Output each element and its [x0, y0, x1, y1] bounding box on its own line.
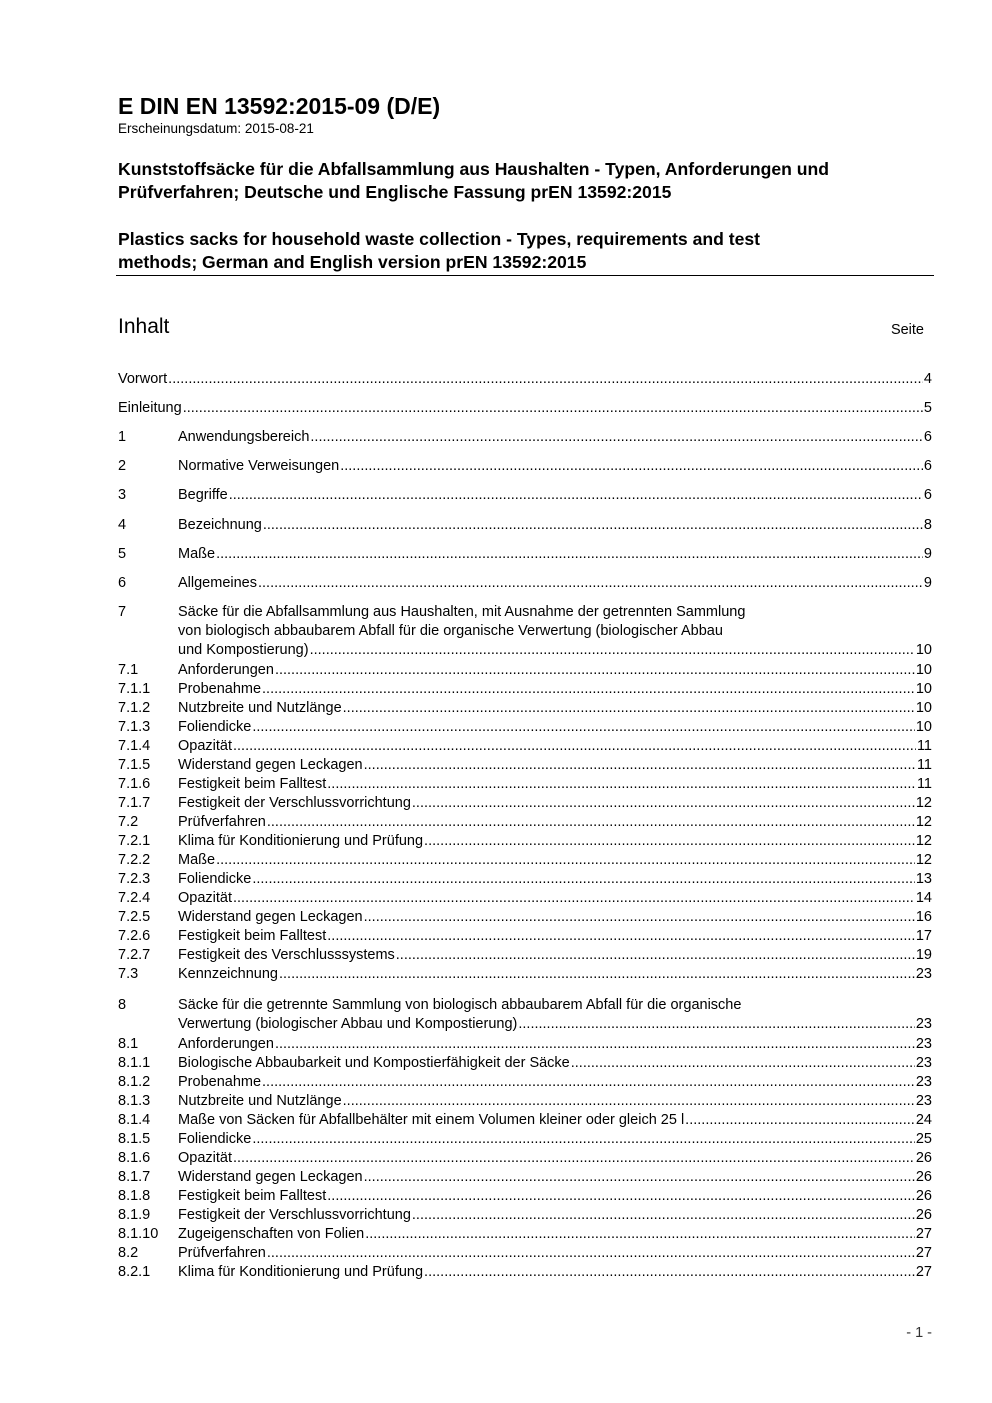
toc-entry-page: 26 [915, 1169, 932, 1185]
toc-entry[interactable] [118, 1111, 932, 1130]
toc-entry-title: Begriffe [178, 487, 228, 503]
toc-entry-number: 7.2.3 [118, 871, 151, 887]
toc-entry-number: 7.2 [118, 814, 139, 830]
toc-leader-dots [183, 399, 923, 418]
toc-entry-number: 8.1.5 [118, 1131, 151, 1147]
toc-entry-page: 10 [915, 681, 932, 697]
toc-entry-continuation [118, 641, 932, 660]
toc-entry-title: Festigkeit der Verschlussvorrichtung [178, 1207, 411, 1223]
toc-entry-page: 24 [915, 1112, 932, 1128]
toc-leader-dots [310, 428, 923, 447]
toc-entry[interactable] [118, 1130, 932, 1149]
toc-leader-dots [168, 370, 923, 389]
german-title-line: Kunststoffsäcke für die Abfallsammlung aus Haushalten - Typen, Anforderungen und [118, 159, 829, 179]
toc-entry-number: 8.2 [118, 1245, 139, 1261]
toc-entry[interactable] [118, 1244, 932, 1263]
toc-entry-title: Widerstand gegen Leckagen [178, 757, 363, 773]
toc-entry-title: Festigkeit beim Falltest [178, 928, 327, 944]
toc-leader-dots [571, 1054, 915, 1073]
toc-entry-page: 12 [915, 814, 932, 830]
toc-entry-page: 8 [923, 517, 932, 533]
toc-entry[interactable] [118, 718, 932, 737]
toc-entry-title: Anwendungsbereich [178, 429, 310, 445]
toc-entry[interactable] [118, 545, 932, 564]
toc-entry-title: Widerstand gegen Leckagen [178, 1169, 363, 1185]
toc-entry-title: Maße von Säcken für Abfallbehälter mit einem Volumen kleiner oder gleich 25 l [178, 1112, 685, 1128]
toc-entry-title: Widerstand gegen Leckagen [178, 909, 363, 925]
toc-entry[interactable] [118, 775, 932, 794]
toc-entry[interactable] [118, 794, 932, 813]
toc-entry-page: 12 [915, 833, 932, 849]
toc-entry-title-continued: Verwertung (biologischer Abbau und Kompostierung) [178, 1016, 518, 1032]
toc-entry-number: 7.1.1 [118, 681, 151, 697]
toc-leader-dots [685, 1111, 915, 1130]
toc-entry[interactable] [118, 870, 932, 889]
toc-entry[interactable] [118, 908, 932, 927]
toc-entry[interactable] [118, 1206, 932, 1225]
toc-entry-title: Nutzbreite und Nutzlänge [178, 700, 342, 716]
toc-leader-dots [216, 851, 915, 870]
toc-entry-number: 7.1.4 [118, 738, 151, 754]
toc-entry[interactable] [118, 661, 932, 680]
toc-entry-continuation [118, 622, 932, 641]
toc-leader-dots [252, 718, 915, 737]
toc-entry-title: Opazität [178, 890, 232, 906]
toc-entry-page: 9 [923, 575, 932, 591]
toc-entry-title: Bezeichnung [178, 517, 262, 533]
toc-heading: Inhalt [118, 315, 170, 338]
toc-entry-page: 11 [916, 757, 932, 773]
toc-entry-title: Allgemeines [178, 575, 257, 591]
toc-entry[interactable] [118, 399, 932, 418]
toc-entry-page: 26 [915, 1207, 932, 1223]
toc-entry-number: 6 [118, 575, 127, 591]
toc-leader-dots [267, 813, 915, 832]
toc-entry-title: Festigkeit der Verschlussvorrichtung [178, 795, 411, 811]
english-title [118, 228, 948, 274]
toc-entry-number: 7.2.7 [118, 947, 151, 963]
toc-entry[interactable] [118, 574, 932, 593]
toc-entry-number: 8.1.2 [118, 1074, 151, 1090]
toc-entry-title: Vorwort [118, 371, 168, 387]
toc-entry[interactable] [118, 699, 932, 718]
toc-entry[interactable] [118, 457, 932, 476]
toc-entry-page: 13 [915, 871, 932, 887]
toc-entry[interactable] [118, 1073, 932, 1092]
toc-entry-page: 12 [915, 795, 932, 811]
toc-entry-title: Maße [178, 546, 216, 562]
toc-entry[interactable] [118, 1187, 932, 1206]
german-title-line: Prüfverfahren; Deutsche und Englische Fassung prEN 13592:2015 [118, 182, 672, 202]
toc-entry-page: 10 [915, 662, 932, 678]
toc-leader-dots [396, 946, 915, 965]
toc-entry-page: 9 [923, 546, 932, 562]
toc-entry[interactable] [118, 680, 932, 699]
toc-entry[interactable] [118, 996, 932, 1015]
toc-entry-page: 11 [916, 776, 932, 792]
toc-leader-dots [229, 486, 923, 505]
toc-entry-page: 6 [923, 429, 932, 445]
german-title [118, 158, 948, 204]
toc-entry-number: 8.1.9 [118, 1207, 151, 1223]
toc-entry-page: 27 [915, 1245, 932, 1261]
toc-leader-dots [233, 889, 915, 908]
toc-leader-dots [412, 1206, 915, 1225]
toc-leader-dots [343, 699, 915, 718]
toc-entry[interactable] [118, 1054, 932, 1073]
toc-entry-number: 7.2.4 [118, 890, 151, 906]
toc-entry-page: 12 [915, 852, 932, 868]
publication-date: Erscheinungsdatum: 2015-08-21 [118, 121, 314, 136]
toc-entry-number: 8 [118, 997, 127, 1013]
toc-entry-title: Einleitung [118, 400, 182, 416]
toc-leader-dots [343, 1092, 915, 1111]
toc-entry[interactable] [118, 737, 932, 756]
document-title: E DIN EN 13592:2015-09 (D/E) [118, 93, 441, 119]
toc-entry-title: Foliendicke [178, 1131, 252, 1147]
toc-entry-page: 23 [915, 966, 932, 982]
toc-entry-page: 23 [915, 1074, 932, 1090]
toc-leader-dots [262, 680, 915, 699]
toc-entry-number: 7 [118, 604, 127, 620]
toc-entry-title: Normative Verweisungen [178, 458, 340, 474]
toc-entry-number: 7.1.5 [118, 757, 151, 773]
toc-entry-number: 7.2.5 [118, 909, 151, 925]
toc-leader-dots [340, 457, 923, 476]
toc-entry-number: 8.2.1 [118, 1264, 151, 1280]
toc-entry-number: 4 [118, 517, 127, 533]
toc-entry-page: 19 [915, 947, 932, 963]
toc-entry-title: Säcke für die getrennte Sammlung von biologisch abbaubarem Abfall für die organische [178, 997, 742, 1013]
toc-entry[interactable] [118, 1225, 932, 1244]
toc-leader-dots [279, 965, 915, 984]
title-divider [116, 275, 934, 276]
toc-entry-number: 7.1.6 [118, 776, 151, 792]
toc-entry[interactable] [118, 1035, 932, 1054]
toc-entry-number: 7.2.2 [118, 852, 151, 868]
toc-entry-page: 14 [915, 890, 932, 906]
toc-entry[interactable] [118, 1149, 932, 1168]
toc-leader-dots [365, 1225, 915, 1244]
toc-entry-page: 23 [915, 1016, 932, 1032]
toc-leader-dots [252, 1130, 915, 1149]
toc-entry-number: 7.2.6 [118, 928, 151, 944]
toc-leader-dots [263, 516, 923, 535]
toc-leader-dots [364, 1168, 915, 1187]
toc-entry[interactable] [118, 927, 932, 946]
toc-entry-page: 16 [915, 909, 932, 925]
toc-entry-title-continued: und Kompostierung) [178, 642, 309, 658]
toc-entry-title: Foliendicke [178, 871, 252, 887]
toc-entry-title: Zugeigenschaften von Folien [178, 1226, 365, 1242]
toc-entry-number: 7.1.3 [118, 719, 151, 735]
toc-entry-page: 25 [915, 1131, 932, 1147]
toc-entry[interactable] [118, 486, 932, 505]
toc-entry[interactable] [118, 832, 932, 851]
toc-entry-title-continued: von biologisch abbaubarem Abfall für die organische Verwertung (biologischer Abbau [178, 623, 723, 639]
toc-entry-title: Kennzeichnung [178, 966, 278, 982]
toc-entry-title: Biologische Abbaubarkeit und Kompostierfähigkeit der Säcke [178, 1055, 570, 1071]
toc-entry-number: 7.1.7 [118, 795, 151, 811]
toc-entry[interactable] [118, 946, 932, 965]
toc-entry-title: Festigkeit beim Falltest [178, 776, 327, 792]
toc-entry-page: 10 [915, 700, 932, 716]
toc-entry-page: 10 [915, 719, 932, 735]
toc-leader-dots [364, 908, 915, 927]
toc-entry-title: Anforderungen [178, 662, 274, 678]
toc-entry-page: 10 [915, 642, 932, 658]
toc-entry-number: 2 [118, 458, 127, 474]
toc-entry-page: 17 [915, 928, 932, 944]
toc-leader-dots [424, 1263, 915, 1282]
toc-leader-dots [275, 661, 915, 680]
toc-entry-page: 23 [915, 1093, 932, 1109]
toc-entry-title: Nutzbreite und Nutzlänge [178, 1093, 342, 1109]
toc-entry[interactable] [118, 1168, 932, 1187]
toc-entry-number: 7.1 [118, 662, 139, 678]
toc-entry-title: Säcke für die Abfallsammlung aus Haushalten, mit Ausnahme der getrennten Sammlung [178, 604, 746, 620]
toc-entry-page: 11 [916, 738, 932, 754]
toc-entry-page: 4 [923, 371, 932, 387]
toc-entry-title: Klima für Konditionierung und Prüfung [178, 833, 424, 849]
toc-entry-number: 3 [118, 487, 127, 503]
toc-leader-dots [518, 1015, 915, 1034]
toc-leader-dots [327, 1187, 915, 1206]
toc-entry-number: 8.1.6 [118, 1150, 151, 1166]
toc-entry-title: Opazität [178, 1150, 232, 1166]
toc-entry-page: 26 [915, 1188, 932, 1204]
english-title-line: Plastics sacks for household waste collection - Types, requirements and test [118, 229, 761, 249]
toc-entry-continuation [118, 1015, 932, 1034]
toc-entry-page: 26 [915, 1150, 932, 1166]
page-number: - 1 - [906, 1325, 932, 1341]
toc-entry[interactable] [118, 428, 932, 447]
toc-entry-title: Festigkeit beim Falltest [178, 1188, 327, 1204]
toc-entry-number: 7.1.2 [118, 700, 151, 716]
toc-leader-dots [412, 794, 915, 813]
toc-entry-number: 8.1.4 [118, 1112, 151, 1128]
toc-entry[interactable] [118, 889, 932, 908]
toc-entry-number: 5 [118, 546, 127, 562]
toc-leader-dots [252, 870, 915, 889]
toc-leader-dots [310, 641, 915, 660]
toc-leader-dots [424, 832, 915, 851]
toc-entry-title: Opazität [178, 738, 232, 754]
toc-entry-title: Festigkeit des Verschlusssystems [178, 947, 395, 963]
toc-entry[interactable] [118, 603, 932, 622]
toc-entry-title: Prüfverfahren [178, 1245, 266, 1261]
toc-leader-dots [327, 775, 916, 794]
toc-leader-dots [216, 545, 923, 564]
toc-entry-title: Probenahme [178, 1074, 262, 1090]
toc-entry[interactable] [118, 851, 932, 870]
toc-leader-dots [267, 1244, 915, 1263]
toc-entry-number: 7.2.1 [118, 833, 151, 849]
toc-entry[interactable] [118, 813, 932, 832]
toc-entry[interactable] [118, 965, 932, 984]
toc-entry-page: 27 [915, 1226, 932, 1242]
toc-page-column-label: Seite [890, 322, 924, 338]
toc-entry-number: 8.1.7 [118, 1169, 151, 1185]
toc-entry-number: 8.1.8 [118, 1188, 151, 1204]
toc-entry[interactable] [118, 370, 932, 389]
toc-entry-title: Prüfverfahren [178, 814, 266, 830]
toc-entry-number: 7.3 [118, 966, 139, 982]
toc-leader-dots [262, 1073, 915, 1092]
toc-entry-title: Maße [178, 852, 216, 868]
toc-entry-page: 6 [923, 458, 932, 474]
toc-entry-number: 1 [118, 429, 127, 445]
toc-entry[interactable] [118, 1263, 932, 1282]
toc-entry-number: 8.1 [118, 1036, 139, 1052]
toc-entry-page: 23 [915, 1055, 932, 1071]
toc-leader-dots [275, 1035, 915, 1054]
toc-entry[interactable] [118, 516, 932, 535]
toc-entry[interactable] [118, 1092, 932, 1111]
toc-entry[interactable] [118, 756, 932, 775]
toc-leader-dots [364, 756, 916, 775]
toc-leader-dots [327, 927, 915, 946]
toc-entry-title: Anforderungen [178, 1036, 274, 1052]
toc-entry-page: 5 [923, 400, 932, 416]
toc-entry-page: 27 [915, 1264, 932, 1280]
toc-leader-dots [258, 574, 923, 593]
toc-entry-number: 8.1.10 [118, 1226, 159, 1242]
toc-entry-title: Probenahme [178, 681, 262, 697]
toc-entry-title: Klima für Konditionierung und Prüfung [178, 1264, 424, 1280]
toc-leader-dots [233, 1149, 915, 1168]
english-title-line: methods; German and English version prEN 13592:2015 [118, 252, 587, 272]
toc-entry-page: 6 [923, 487, 932, 503]
toc-entry-number: 8.1.1 [118, 1055, 151, 1071]
toc-entry-page: 23 [915, 1036, 932, 1052]
toc-leader-dots [233, 737, 916, 756]
toc-entry-number: 8.1.3 [118, 1093, 151, 1109]
toc-entry-title: Foliendicke [178, 719, 252, 735]
